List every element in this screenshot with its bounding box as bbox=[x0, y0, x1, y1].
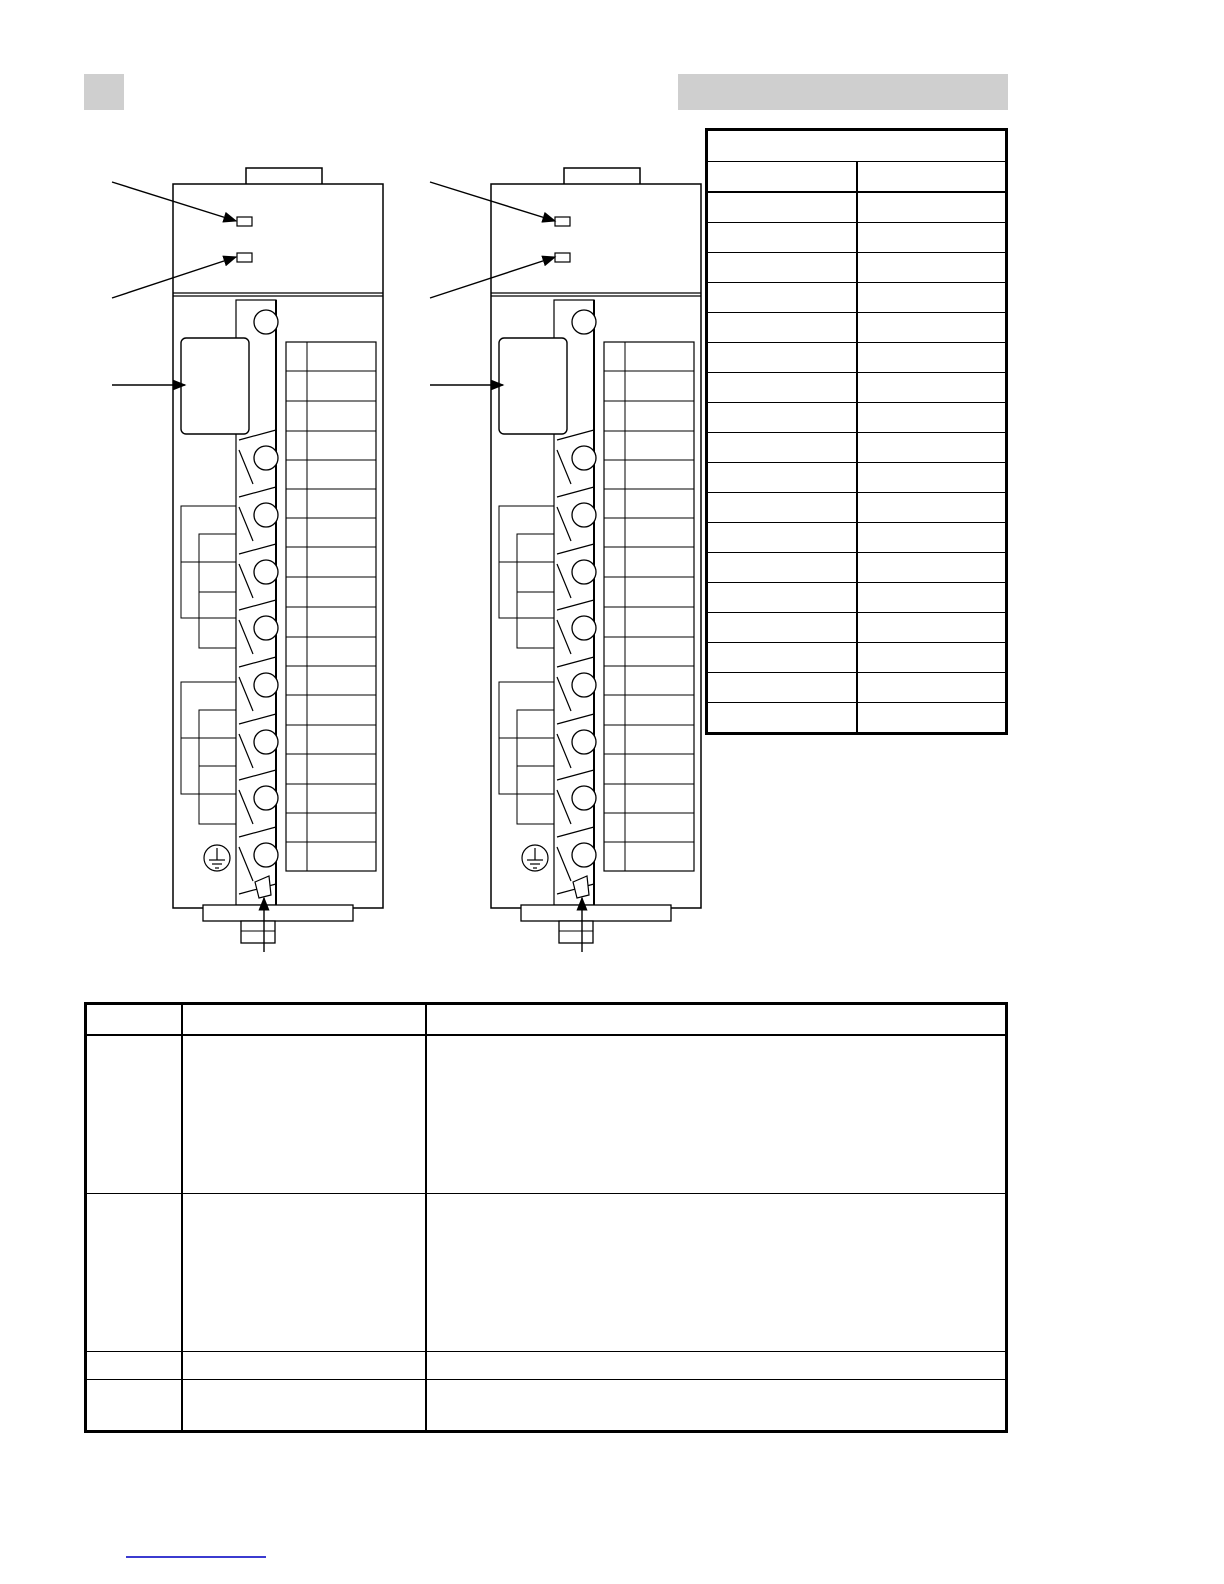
table-cell bbox=[857, 703, 1007, 734]
table-cell bbox=[426, 1193, 1007, 1351]
table-cell bbox=[857, 643, 1007, 673]
table-cell bbox=[857, 253, 1007, 283]
table-cell bbox=[707, 643, 857, 673]
table-cell bbox=[182, 1379, 426, 1431]
table-cell bbox=[707, 583, 857, 613]
table-cell bbox=[182, 1035, 426, 1193]
module-right bbox=[491, 168, 701, 943]
desc-header-number bbox=[86, 1004, 183, 1036]
table-cell bbox=[857, 553, 1007, 583]
table-cell bbox=[857, 283, 1007, 313]
table-cell bbox=[86, 1193, 183, 1351]
footer-link[interactable] bbox=[126, 1556, 266, 1558]
table-cell bbox=[86, 1035, 183, 1193]
table-cell bbox=[857, 373, 1007, 403]
terminal-signal-table bbox=[705, 128, 1008, 735]
table-cell bbox=[182, 1351, 426, 1379]
table-cell bbox=[426, 1351, 1007, 1379]
table-cell bbox=[857, 433, 1007, 463]
table-cell bbox=[426, 1035, 1007, 1193]
desc-header-name bbox=[182, 1004, 426, 1036]
table-cell bbox=[857, 403, 1007, 433]
table-cell bbox=[857, 673, 1007, 703]
table-cell bbox=[707, 192, 857, 223]
signal-table-header-signal bbox=[857, 162, 1007, 193]
signal-table-header-terminal bbox=[707, 162, 857, 193]
table-cell bbox=[707, 253, 857, 283]
desc-header-description bbox=[426, 1004, 1007, 1036]
module-left bbox=[173, 168, 383, 943]
table-cell bbox=[707, 223, 857, 253]
table-cell bbox=[426, 1379, 1007, 1431]
signal-table-title bbox=[707, 130, 1007, 162]
table-cell bbox=[707, 553, 857, 583]
table-cell bbox=[857, 493, 1007, 523]
table-cell bbox=[86, 1351, 183, 1379]
part-description-table bbox=[84, 1002, 1008, 1433]
table-cell bbox=[857, 223, 1007, 253]
table-cell bbox=[857, 313, 1007, 343]
table-cell bbox=[182, 1193, 426, 1351]
table-cell bbox=[707, 703, 857, 734]
table-cell bbox=[707, 403, 857, 433]
table-cell bbox=[707, 613, 857, 643]
table-cell bbox=[707, 373, 857, 403]
table-cell bbox=[707, 433, 857, 463]
table-cell bbox=[707, 343, 857, 373]
table-cell bbox=[707, 313, 857, 343]
table-cell bbox=[86, 1379, 183, 1431]
table-cell bbox=[857, 192, 1007, 223]
table-cell bbox=[857, 343, 1007, 373]
table-cell bbox=[857, 463, 1007, 493]
table-cell bbox=[707, 523, 857, 553]
table-cell bbox=[707, 493, 857, 523]
table-cell bbox=[857, 523, 1007, 553]
table-cell bbox=[707, 673, 857, 703]
table-cell bbox=[707, 283, 857, 313]
table-cell bbox=[707, 463, 857, 493]
table-cell bbox=[857, 583, 1007, 613]
table-cell bbox=[857, 613, 1007, 643]
